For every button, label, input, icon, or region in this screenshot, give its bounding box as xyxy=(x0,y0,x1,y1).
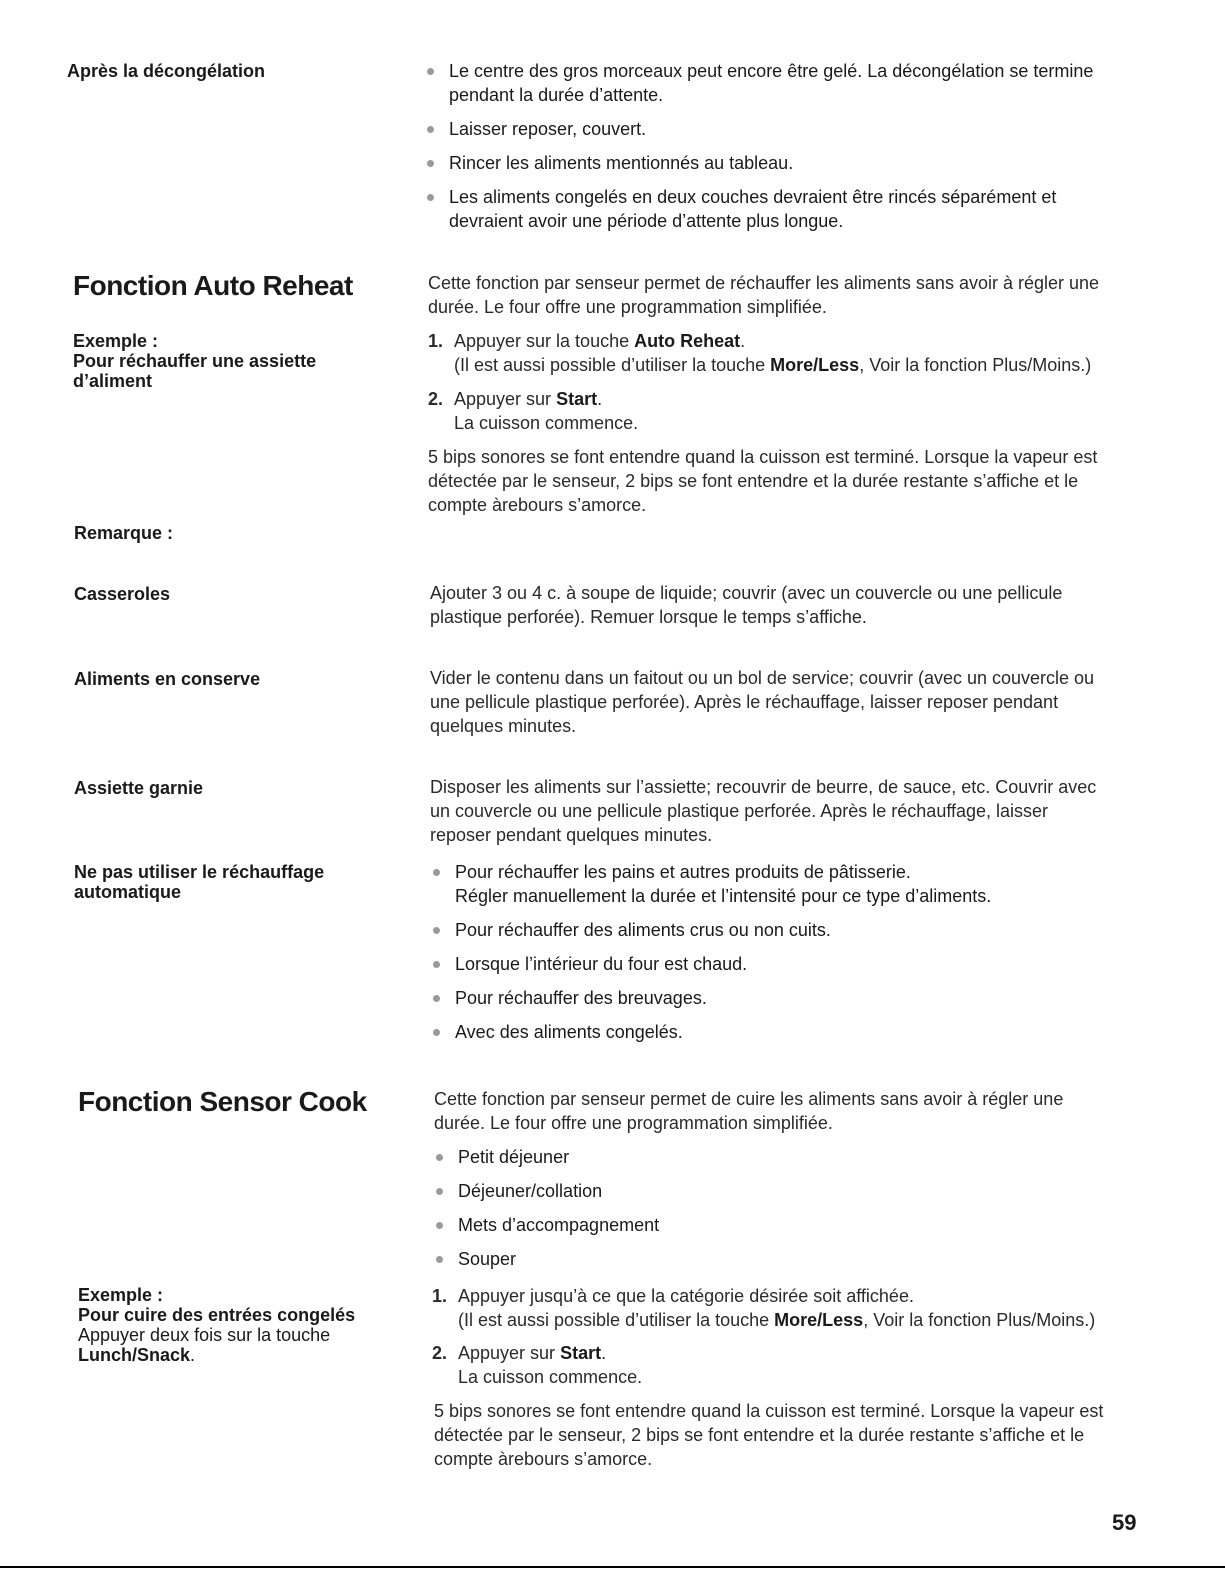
list-item: Pour réchauffer des breuvages. xyxy=(455,986,707,1010)
list-item: Pour réchauffer les pains et autres produits de pâtisserie. Régler manuellement la durée et l’intensité pour ce type d’aliments. xyxy=(455,860,991,908)
sensor-cook-intro: Cette fonction par senseur permet de cuire les aliments sans avoir à régler une durée. Le four offre une programmation simplifiée. xyxy=(434,1089,1064,1133)
list-item: Souper xyxy=(458,1247,516,1271)
list-item: Les aliments congelés en deux couches devraient être rincés séparément et devraient avoir une période d’attente plus longue. xyxy=(449,185,1056,233)
canned-text: Vider le contenu dans un faitout ou un bol de service; couvrir (avec un couvercle ou une pellicule plastique perforée). Après le réchauffage, laisser reposer pendant quelques minutes. xyxy=(430,668,1095,736)
bullet-icon xyxy=(427,160,434,167)
bullet-icon xyxy=(433,961,440,968)
plate-label: Assiette garnie xyxy=(74,778,204,798)
bullet-icon xyxy=(427,126,434,133)
remark-label: Remarque : xyxy=(74,523,174,543)
list-item: Déjeuner/collation xyxy=(458,1179,602,1203)
bullet-icon xyxy=(433,869,440,876)
plate-text: Disposer les aliments sur l’assiette; recouvrir de beurre, de sauce, etc. Couvrir avec un couvercle ou une pellicule plastique perforée. Après le réchauffage, laisser reposer pendant quelques minutes. xyxy=(430,777,1097,845)
sensor-cook-example: Exemple : Pour cuire des entrées congelés Appuyer deux fois sur la touche Lunch/Snack. xyxy=(78,1285,356,1365)
list-item: Laisser reposer, couvert. xyxy=(449,117,646,141)
bullet-icon xyxy=(427,194,434,201)
sensor-cook-beeps: 5 bips sonores se font entendre quand la cuisson est terminé. Lorsque la vapeur est détectée par le senseur, 2 bips se font entendre et la durée restante s’affiche et le compte àrebours s’amorce. xyxy=(434,1401,1104,1469)
bullet-icon xyxy=(433,927,440,934)
casseroles-text: Ajouter 3 ou 4 c. à soupe de liquide; couvrir (avec un couvercle ou une pellicule plastique perforée). Remuer lorsque le temps s’affiche. xyxy=(430,583,1063,627)
bullet-icon xyxy=(436,1222,443,1229)
list-item: Petit déjeuner xyxy=(458,1145,569,1169)
bullet-icon xyxy=(433,1029,440,1036)
sensor-cook-step-2: 2. Appuyer sur Start. La cuisson commence. xyxy=(432,1343,643,1387)
canned-label: Aliments en conserve xyxy=(74,669,261,689)
no-auto-label: Ne pas utiliser le réchauffage automatique xyxy=(74,862,325,902)
list-item: Pour réchauffer des aliments crus ou non cuits. xyxy=(455,918,831,942)
auto-reheat-intro: Cette fonction par senseur permet de réchauffer les aliments sans avoir à régler une durée. Le four offre une programmation simplifiée. xyxy=(428,273,1100,317)
sensor-cook-title: Fonction Sensor Cook xyxy=(78,1086,367,1117)
bullet-icon xyxy=(436,1188,443,1195)
auto-reheat-title: Fonction Auto Reheat xyxy=(73,270,353,301)
auto-reheat-step-1: 1. Appuyer sur la touche Auto Reheat. (Il est aussi possible d’utiliser la touche More/Less, Voir la fonction Plus/Moins.) xyxy=(428,331,1092,375)
bullet-icon xyxy=(433,995,440,1002)
list-item: Mets d’accompagnement xyxy=(458,1213,659,1237)
bullet-icon xyxy=(436,1256,443,1263)
list-item: Le centre des gros morceaux peut encore être gelé. La décongélation se termine pendant la durée d’attente. xyxy=(449,59,1093,107)
auto-reheat-example: Exemple : Pour réchauffer une assiette d’aliment xyxy=(73,331,317,391)
list-item: Rincer les aliments mentionnés au tableau. xyxy=(449,151,793,175)
list-item: Lorsque l’intérieur du four est chaud. xyxy=(455,952,747,976)
sensor-cook-step-1: 1. Appuyer jusqu’à ce que la catégorie désirée soit affichée. (Il est aussi possible d’utiliser la touche More/Less, Voir la fonction Plus/Moins.) xyxy=(432,1286,1096,1330)
bullet-icon xyxy=(427,68,434,75)
page-border-line xyxy=(0,1566,1225,1568)
after-defrost-label: Après la décongélation xyxy=(67,61,266,81)
casseroles-label: Casseroles xyxy=(74,584,171,604)
bullet-icon xyxy=(436,1154,443,1161)
auto-reheat-step-2: 2. Appuyer sur Start. La cuisson commence. xyxy=(428,389,639,433)
auto-reheat-beeps: 5 bips sonores se font entendre quand la cuisson est terminé. Lorsque la vapeur est détectée par le senseur, 2 bips se font entendre et la durée restante s’affiche et le compte àrebours s’amorce. xyxy=(428,447,1098,515)
page-number: 59 xyxy=(1112,1510,1137,1535)
list-item: Avec des aliments congelés. xyxy=(455,1020,683,1044)
